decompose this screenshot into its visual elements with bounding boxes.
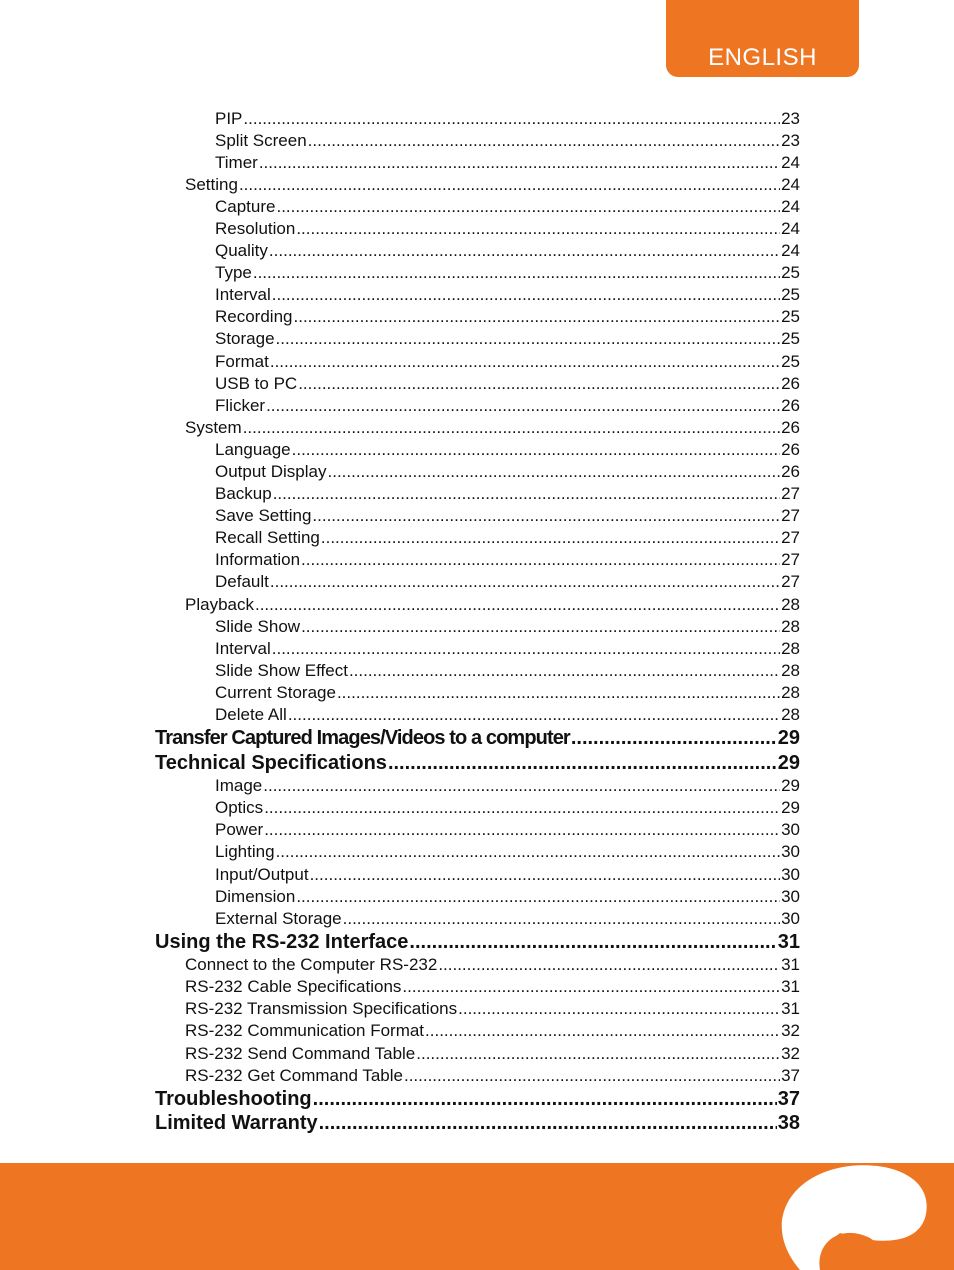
toc-leader-dots <box>294 308 781 325</box>
toc-entry-page: 25 <box>781 285 800 304</box>
toc-entry-title: RS-232 Get Command Table <box>185 1066 403 1085</box>
toc-entry[interactable] <box>215 888 800 905</box>
toc-entry-title: Slide Show Effect <box>215 661 348 680</box>
toc-leader-dots <box>270 353 780 370</box>
toc-entry[interactable] <box>215 154 800 171</box>
toc-leader-dots <box>269 242 780 259</box>
toc-entry[interactable] <box>215 353 800 370</box>
toc-entry[interactable] <box>215 706 800 723</box>
toc-leader-dots <box>264 799 780 816</box>
toc-entry[interactable] <box>215 242 800 259</box>
toc-entry-title: Interval <box>215 639 271 658</box>
toc-leader-dots <box>288 706 780 723</box>
toc-entry[interactable] <box>215 777 800 794</box>
toc-entry[interactable] <box>215 375 800 392</box>
toc-leader-dots <box>313 1089 777 1109</box>
language-tab <box>666 0 859 77</box>
toc-entry-page: 28 <box>781 705 800 724</box>
toc-entry-page: 31 <box>781 977 800 996</box>
toc-leader-dots <box>349 662 780 679</box>
toc-entry-title: Interval <box>215 285 271 304</box>
toc-entry-page: 25 <box>781 263 800 282</box>
toc-leader-dots <box>319 1113 777 1133</box>
toc-leader-dots <box>343 910 780 927</box>
toc-entry-page: 28 <box>781 617 800 636</box>
toc-leader-dots <box>239 176 780 193</box>
toc-entry-page: 25 <box>781 307 800 326</box>
toc-entry-page: 29 <box>781 776 800 795</box>
toc-entry-title: Transfer Captured Images/Videos to a computer <box>155 727 570 749</box>
toc-entry-title: Split Screen <box>215 131 307 150</box>
toc-entry[interactable] <box>185 1022 800 1039</box>
toc-entry[interactable] <box>155 728 800 748</box>
toc-entry-page: 26 <box>781 440 800 459</box>
toc-entry[interactable] <box>215 198 800 215</box>
toc-entry[interactable] <box>215 441 800 458</box>
toc-entry-title: Default <box>215 572 269 591</box>
toc-entry-page: 31 <box>781 955 800 974</box>
toc-entry[interactable] <box>215 684 800 701</box>
toc-entry-page: 24 <box>781 153 800 172</box>
toc-entry[interactable] <box>215 308 800 325</box>
toc-entry-title: Quality <box>215 241 268 260</box>
toc-entry[interactable] <box>155 1089 800 1109</box>
toc-entry-title: RS-232 Transmission Specifications <box>185 999 458 1018</box>
toc-leader-dots <box>310 866 781 883</box>
toc-entry-title: Flicker <box>215 396 266 415</box>
toc-entry-title: Type <box>215 263 252 282</box>
toc-entry[interactable] <box>215 910 800 927</box>
toc-entry-page: 29 <box>777 752 800 774</box>
toc-entry[interactable] <box>215 286 800 303</box>
language-label: ENGLISH <box>708 44 817 71</box>
toc-entry-title: Recall Setting <box>215 528 320 547</box>
toc-entry-title: External Storage <box>215 909 342 928</box>
toc-entry-page: 25 <box>781 352 800 371</box>
brand-logo-icon <box>0 1163 954 1270</box>
toc-entry[interactable] <box>215 662 800 679</box>
toc-entry[interactable] <box>215 132 800 149</box>
toc-leader-dots <box>296 220 780 237</box>
toc-entry-page: 30 <box>781 842 800 861</box>
toc-entry-page: 28 <box>781 639 800 658</box>
toc-entry-page: 32 <box>781 1021 800 1040</box>
toc-leader-dots <box>259 154 780 171</box>
toc-leader-dots <box>404 1067 780 1084</box>
toc-entry[interactable] <box>185 978 800 995</box>
toc-entry-page: 30 <box>781 820 800 839</box>
toc-leader-dots <box>425 1022 780 1039</box>
toc-entry-title: RS-232 Send Command Table <box>185 1044 416 1063</box>
toc-entry-page: 28 <box>781 683 800 702</box>
toc-entry-title: Backup <box>215 484 272 503</box>
toc-leader-dots <box>328 463 781 480</box>
toc-entry-page: 28 <box>781 595 800 614</box>
toc-entry-title: Resolution <box>215 219 296 238</box>
toc-entry[interactable] <box>185 956 800 973</box>
toc-entry-title: USB to PC <box>215 374 298 393</box>
toc-leader-dots <box>273 485 780 502</box>
toc-entry[interactable] <box>215 264 800 281</box>
toc-entry-title: Using the RS-232 Interface <box>155 931 409 953</box>
toc-leader-dots <box>243 419 780 436</box>
toc-leader-dots <box>402 978 780 995</box>
toc-entry-page: 24 <box>781 175 800 194</box>
toc-entry-page: 32 <box>781 1044 800 1063</box>
toc-entry-page: 37 <box>777 1088 800 1110</box>
toc-leader-dots <box>272 640 780 657</box>
toc-entry-page: 29 <box>781 798 800 817</box>
toc-entry[interactable] <box>185 1067 800 1084</box>
toc-leader-dots <box>388 753 777 773</box>
toc-leader-dots <box>263 777 780 794</box>
toc-entry-title: Image <box>215 776 263 795</box>
toc-entry-title: Delete All <box>215 705 287 724</box>
toc-leader-dots <box>272 286 780 303</box>
toc-leader-dots <box>321 529 780 546</box>
toc-leader-dots <box>416 1045 780 1062</box>
toc-entry-title: Information <box>215 550 301 569</box>
toc-entry-page: 30 <box>781 909 800 928</box>
toc-entry-page: 23 <box>781 131 800 150</box>
toc-entry[interactable] <box>215 507 800 524</box>
toc-leader-dots <box>301 551 780 568</box>
toc-entry-page: 27 <box>781 506 800 525</box>
toc-entry-title: RS-232 Cable Specifications <box>185 977 402 996</box>
toc-entry-title: Dimension <box>215 887 296 906</box>
toc-leader-dots <box>308 132 780 149</box>
toc-entry[interactable] <box>215 799 800 816</box>
toc-entry[interactable] <box>215 220 800 237</box>
toc-leader-dots <box>243 110 780 127</box>
toc-entry[interactable] <box>215 640 800 657</box>
toc-entry-title: Storage <box>215 329 275 348</box>
toc-entry[interactable] <box>215 573 800 590</box>
toc-entry[interactable] <box>155 753 800 773</box>
toc-entry-page: 24 <box>781 219 800 238</box>
toc-entry-title: Power <box>215 820 264 839</box>
toc-entry-page: 29 <box>777 727 800 749</box>
toc-leader-dots <box>276 330 781 347</box>
toc-entry[interactable] <box>215 397 800 414</box>
toc-entry-page: 26 <box>781 374 800 393</box>
toc-leader-dots <box>292 441 780 458</box>
toc-leader-dots <box>438 956 780 973</box>
toc-entry-title: Current Storage <box>215 683 336 702</box>
toc-entry-page: 30 <box>781 887 800 906</box>
toc-entry[interactable] <box>215 485 800 502</box>
toc-entry-page: 26 <box>781 396 800 415</box>
toc-entry-title: Setting <box>185 175 238 194</box>
toc-entry-title: Language <box>215 440 291 459</box>
toc-entry-title: Recording <box>215 307 293 326</box>
toc-entry-page: 27 <box>781 550 800 569</box>
toc-leader-dots <box>296 888 780 905</box>
toc-entry-title: Capture <box>215 197 276 216</box>
toc-entry-title: Timer <box>215 153 258 172</box>
toc-entry[interactable] <box>215 551 800 568</box>
toc-entry[interactable] <box>215 618 800 635</box>
toc-entry-title: Lighting <box>215 842 275 861</box>
toc-entry[interactable] <box>215 330 800 347</box>
toc-entry-page: 37 <box>781 1066 800 1085</box>
toc-entry-page: 27 <box>781 484 800 503</box>
toc-entry[interactable] <box>185 1000 800 1017</box>
toc-entry-page: 24 <box>781 197 800 216</box>
toc-leader-dots <box>458 1000 780 1017</box>
toc-entry-title: Playback <box>185 595 254 614</box>
toc-entry-title: Connect to the Computer RS-232 <box>185 955 438 974</box>
toc-entry[interactable] <box>155 932 800 952</box>
toc-entry-title: Technical Specifications <box>155 752 387 774</box>
toc-entry-page: 31 <box>781 999 800 1018</box>
toc-entry-title: Slide Show <box>215 617 301 636</box>
toc-entry-title: Format <box>215 352 269 371</box>
toc-leader-dots <box>255 596 780 613</box>
toc-entry[interactable] <box>215 843 800 860</box>
toc-entry-page: 26 <box>781 462 800 481</box>
toc-leader-dots <box>270 573 780 590</box>
toc-entry[interactable] <box>185 419 800 436</box>
toc-entry-title: Troubleshooting <box>155 1088 312 1110</box>
footer-band <box>0 1163 954 1270</box>
toc-leader-dots <box>266 397 780 414</box>
toc-leader-dots <box>253 264 780 281</box>
toc-entry-page: 26 <box>781 418 800 437</box>
toc-entry[interactable] <box>185 1045 800 1062</box>
toc-leader-dots <box>264 821 780 838</box>
toc-entry-title: System <box>185 418 242 437</box>
toc-leader-dots <box>301 618 780 635</box>
toc-entry-page: 25 <box>781 329 800 348</box>
toc-entry-title: Limited Warranty <box>155 1112 318 1134</box>
toc-entry-page: 38 <box>777 1112 800 1134</box>
toc-entry-page: 27 <box>781 528 800 547</box>
toc-entry-page: 24 <box>781 241 800 260</box>
toc-entry-title: Output Display <box>215 462 327 481</box>
toc-entry[interactable] <box>215 821 800 838</box>
toc-entry-page: 23 <box>781 109 800 128</box>
toc-entry-title: RS-232 Communication Format <box>185 1021 425 1040</box>
toc-entry-title: Optics <box>215 798 264 817</box>
toc-leader-dots <box>571 728 777 748</box>
toc-entry-page: 31 <box>777 931 800 953</box>
toc-entry[interactable] <box>215 463 800 480</box>
toc-entry[interactable] <box>155 1113 800 1133</box>
toc-leader-dots <box>276 843 781 860</box>
toc-entry-page: 27 <box>781 572 800 591</box>
toc-entry-title: PIP <box>215 109 243 128</box>
toc-leader-dots <box>312 507 780 524</box>
toc-entry[interactable] <box>215 110 800 127</box>
toc-entry-page: 30 <box>781 865 800 884</box>
toc-leader-dots <box>409 932 776 952</box>
toc-entry[interactable] <box>185 596 800 613</box>
toc-entry-title: Save Setting <box>215 506 312 525</box>
toc-entry-page: 28 <box>781 661 800 680</box>
toc-leader-dots <box>337 684 780 701</box>
toc-leader-dots <box>276 198 780 215</box>
toc-entry[interactable] <box>185 176 800 193</box>
toc-leader-dots <box>298 375 780 392</box>
toc-entry[interactable] <box>215 866 800 883</box>
toc-entry-title: Input/Output <box>215 865 309 884</box>
toc-entry[interactable] <box>215 529 800 546</box>
